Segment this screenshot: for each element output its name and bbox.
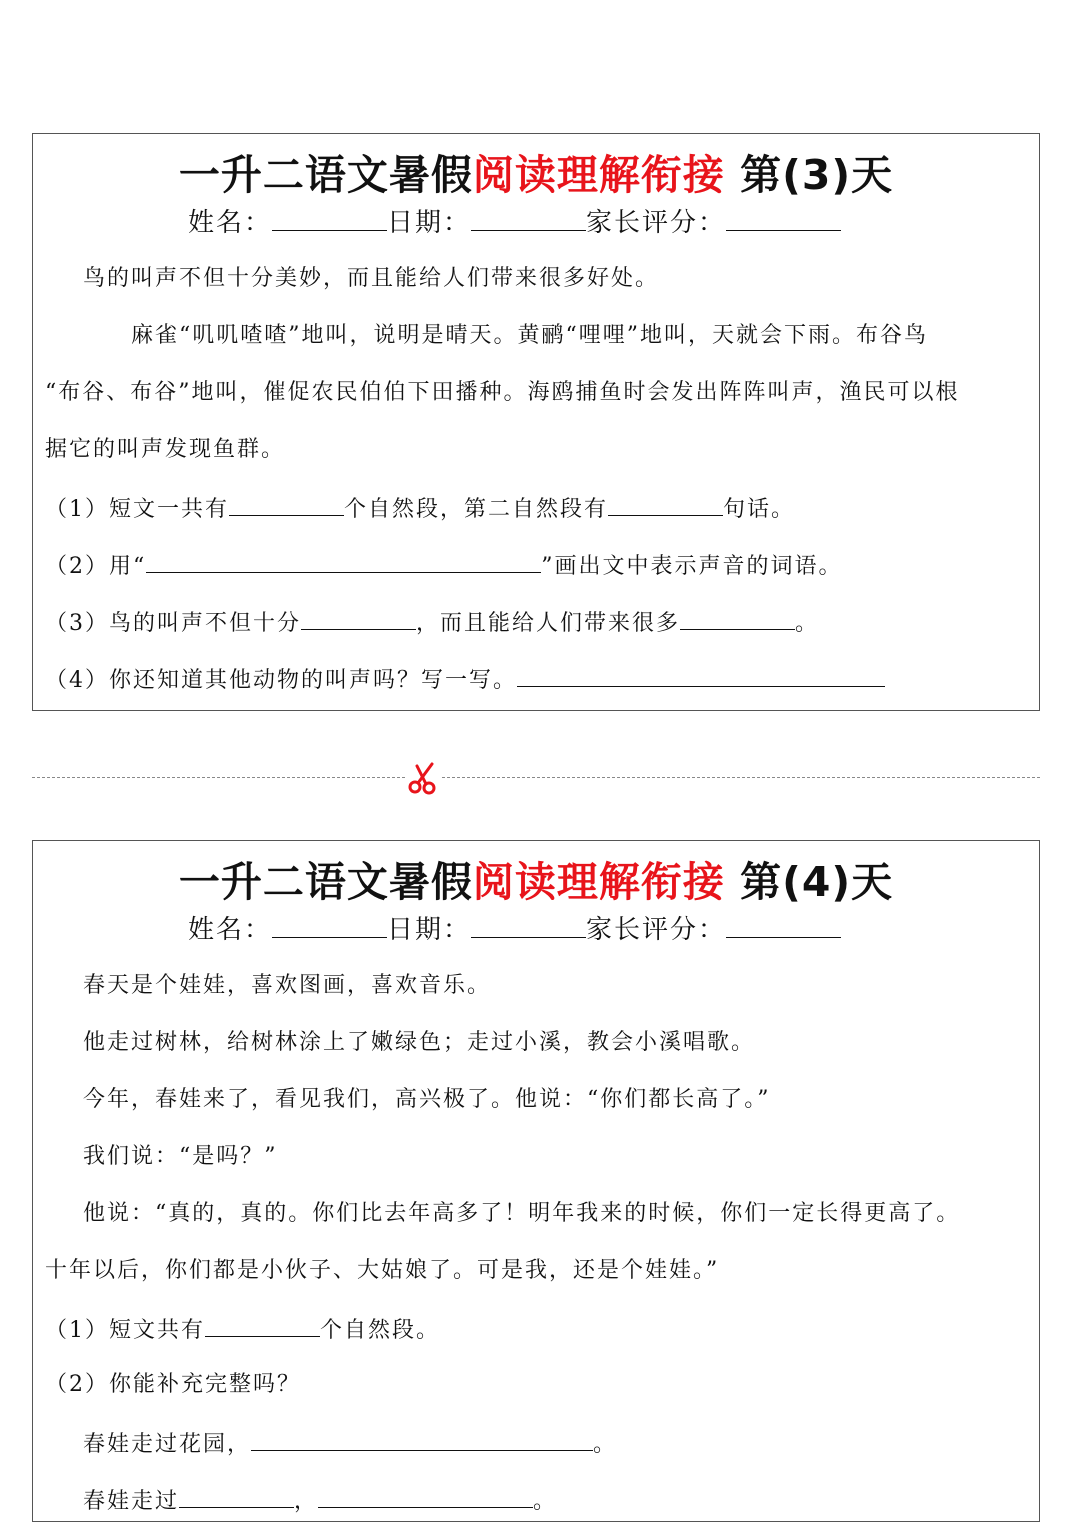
title-highlight: 阅读理解衔接 — [472, 151, 725, 199]
question-text: ， — [294, 1489, 319, 1514]
scissors-icon — [405, 760, 441, 796]
cut-line — [32, 777, 1040, 778]
name-label: 姓名： — [188, 915, 273, 945]
title-prefix: 一升二语文暑假 — [178, 151, 473, 199]
answer-blank[interactable] — [146, 546, 541, 573]
info-row — [188, 909, 841, 946]
question-text: ，而且能给人们带来很多 — [416, 611, 681, 636]
answer-blank[interactable] — [680, 603, 795, 630]
passage-line: 他说：“真的，真的。你们比去年高多了！明年我来的时候，你们一定长得更高了。 — [83, 1201, 961, 1226]
date-field[interactable] — [471, 911, 586, 938]
question-2: （2）你能补充完整吗？ — [45, 1372, 301, 1397]
answer-blank[interactable] — [179, 1481, 294, 1508]
question-3 — [45, 603, 819, 637]
question-text: （4）你还知道其他动物的叫声吗？写一写。 — [45, 668, 517, 693]
passage-line: 十年以后，你们都是小伙子、大姑娘了。可是我，还是个娃娃。” — [45, 1258, 720, 1283]
question-text: 个自然段，第二自然段有 — [344, 497, 609, 522]
answer-blank[interactable] — [608, 489, 723, 516]
question-text: 句话。 — [723, 497, 796, 522]
passage-line: 今年，春娃来了，看见我们，高兴极了。他说：“你们都长高了。” — [83, 1087, 771, 1112]
question-text: （2）用“ — [45, 554, 147, 579]
passage-line: 鸟的叫声不但十分美妙，而且能给人们带来很多好处。 — [83, 266, 660, 291]
worksheet-day-3 — [32, 133, 1040, 711]
info-row — [188, 202, 841, 239]
worksheet-title — [33, 849, 1039, 908]
title-suffix: 第(3)天 — [724, 151, 894, 199]
name-label: 姓名： — [188, 208, 273, 238]
passage-line: 春天是个娃娃，喜欢图画，喜欢音乐。 — [83, 973, 492, 998]
score-label: 家长评分： — [586, 208, 727, 238]
passage-line: 据它的叫声发现鱼群。 — [45, 437, 286, 462]
date-label: 日期： — [387, 915, 472, 945]
passage-line: “布谷、布谷”地叫，催促农民伯伯下田播种。海鸥捕鱼时会发出阵阵叫声，渔民可以根 — [45, 380, 960, 405]
title-prefix: 一升二语文暑假 — [178, 858, 473, 906]
question-text: （1）短文共有 — [45, 1318, 205, 1343]
score-field[interactable] — [726, 911, 841, 938]
name-field[interactable] — [272, 204, 387, 231]
title-suffix: 第(4)天 — [724, 858, 894, 906]
question-1 — [45, 489, 795, 523]
worksheet-title — [33, 142, 1039, 201]
score-label: 家长评分： — [586, 915, 727, 945]
question-2-line-2 — [83, 1481, 557, 1515]
question-text: ”画出文中表示声音的词语。 — [541, 554, 843, 579]
question-text: 春娃走过 — [83, 1489, 180, 1514]
passage-line: 他走过树林，给树林涂上了嫩绿色；走过小溪，教会小溪唱歌。 — [83, 1030, 756, 1055]
question-text: 春娃走过花园， — [83, 1432, 252, 1457]
answer-blank[interactable] — [517, 660, 885, 687]
question-text: 个自然段。 — [320, 1318, 441, 1343]
answer-blank[interactable] — [301, 603, 416, 630]
question-2 — [45, 546, 843, 580]
answer-blank[interactable] — [318, 1481, 533, 1508]
score-field[interactable] — [726, 204, 841, 231]
question-text: 。 — [533, 1489, 558, 1514]
date-label: 日期： — [387, 208, 472, 238]
title-highlight: 阅读理解衔接 — [472, 858, 725, 906]
question-4 — [45, 660, 885, 694]
question-1 — [45, 1310, 440, 1344]
question-2-line-1 — [83, 1424, 617, 1458]
answer-blank[interactable] — [251, 1424, 593, 1451]
passage-line: 我们说：“是吗？” — [83, 1144, 278, 1169]
question-text: 。 — [593, 1432, 618, 1457]
date-field[interactable] — [471, 204, 586, 231]
answer-blank[interactable] — [229, 489, 344, 516]
answer-blank[interactable] — [205, 1310, 320, 1337]
question-text: （1）短文一共有 — [45, 497, 229, 522]
question-text: 。 — [795, 611, 820, 636]
question-text: （3）鸟的叫声不但十分 — [45, 611, 301, 636]
worksheet-day-4 — [32, 840, 1040, 1522]
passage-line: 麻雀“叽叽喳喳”地叫，说明是晴天。黄鹂“哩哩”地叫，天就会下雨。布谷鸟 — [131, 323, 928, 348]
name-field[interactable] — [272, 911, 387, 938]
